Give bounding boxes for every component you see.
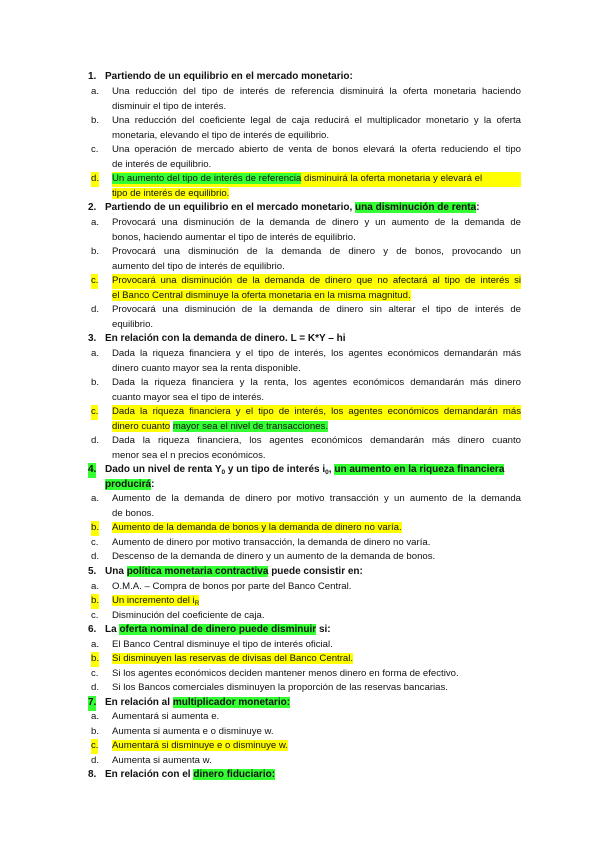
option-text-line (112, 595, 199, 606)
option-text-line: bonos, haciendo aumentar el tipo de interés de equilibrio. (112, 231, 356, 243)
option-text-line: Provocará una disminución de la demanda de dinero y un aumento de la demanda de (112, 217, 521, 228)
subscript: 0 (221, 469, 226, 476)
highlight-green: un aumento en la riqueza financiera (334, 464, 505, 475)
option-text-line: Una operación de mercado abierto de venta de bonos elevará la oferta reduciendo el tipo (112, 144, 521, 155)
option-letter: d. (91, 682, 100, 693)
option-letter: b. (91, 726, 100, 737)
question-text-main: Dado un nivel de renta Y (105, 464, 222, 475)
option-text-line (112, 172, 521, 187)
option-text-line: Dada la riqueza financiera y el tipo de interés, los agentes económicos demandarán más (112, 348, 521, 359)
question-text-main: Partiendo de un equilibrio en el mercado monetario, (105, 202, 353, 213)
option-text-line: cuanto mayor sea el tipo de interés. (112, 391, 264, 403)
option-text-line: Disminución del coeficiente de caja. (112, 610, 265, 621)
option-text-line: Aumentará si aumenta e. (112, 711, 220, 722)
question-number: 5. (88, 566, 97, 577)
option-text-line: dinero cuanto (112, 420, 171, 432)
option-text-line: Si los Bancos comerciales disminuyen la proporción de las reservas bancarias. (112, 682, 448, 693)
option-letter: a. (91, 217, 100, 228)
option-text-line: equilibrio. (112, 318, 154, 330)
option-letter: a. (91, 639, 100, 650)
question-text: Partiendo de un equilibrio en el mercado monetario: (105, 71, 353, 82)
option-text-line: menor sea el n precios económicos. (112, 449, 266, 461)
option-letter: b. (91, 521, 99, 536)
question-number: 3. (88, 333, 97, 344)
question-text-main: En relación con el (105, 769, 191, 780)
question-number: 2. (88, 202, 97, 213)
option-text-line: Aumento de la demanda de dinero por motivo transacción y un aumento de la demanda (112, 493, 521, 504)
option-letter: c. (91, 405, 98, 420)
option-text-line: Dada la riqueza financiera y el tipo de interés, los agentes económicos demandarán más (112, 405, 521, 420)
subscript: 0 (325, 469, 329, 476)
question-text-main: Una (105, 566, 124, 577)
option-text-line: Aumenta si aumenta e o disminuye w. (112, 726, 274, 737)
option-text-line: Dada la riqueza financiera, los agentes económicos demandarán más dinero cuanto (112, 435, 521, 446)
option-text-line: Provocará una disminución de la demanda de dinero sin alterar el tipo de interés de (112, 304, 521, 315)
highlight-green: mayor sea el nivel de transacciones. (172, 420, 328, 432)
option-letter: d. (91, 172, 99, 187)
option-text-line: dinero cuanto mayor sea la renta disponible. (112, 362, 301, 374)
option-text-line: el Banco Central disminuye la oferta monetaria en la misma magnitud. (112, 289, 411, 301)
question-text-end: : (151, 478, 155, 490)
option-letter: c. (91, 274, 98, 289)
option-text-line: Provocará una disminución de la demanda de dinero que no afectará al tipo de interés si (112, 274, 521, 289)
option-letter: b. (91, 594, 99, 609)
highlight-green: dinero fiduciario: (193, 769, 276, 780)
question-text-main: En relación al (105, 697, 171, 708)
option-letter: a. (91, 348, 100, 359)
option-text-line: Provocará una disminución de la demanda de dinero y de bonos, provocando un (112, 246, 521, 257)
option-letter: a. (91, 581, 100, 592)
option-letter: b. (91, 115, 100, 126)
option-letter: a. (91, 493, 100, 504)
highlight-green: política monetaria contractiva (126, 566, 269, 577)
question-text: En relación con la demanda de dinero. L = K*Y – hi (105, 333, 346, 344)
option-letter: a. (91, 86, 100, 97)
question-number: 4. (88, 463, 96, 478)
question-number: 1. (88, 71, 97, 82)
highlight-green: producirá (105, 478, 152, 490)
option-letter: c. (91, 144, 99, 155)
comma: , (328, 464, 335, 475)
option-letter: c. (91, 610, 99, 621)
option-letter: d. (91, 435, 100, 446)
option-text-main: Un incremento del i (112, 595, 195, 606)
option-text-line: Si disminuyen las reservas de divisas del Banco Central. (112, 653, 354, 664)
option-text-line: Aumenta si aumenta w. (112, 755, 212, 766)
question-text-mid: y un tipo de interés i (225, 464, 326, 475)
question-text (105, 463, 504, 478)
option-text-line: O.M.A. – Compra de bonos por parte del Banco Central. (112, 581, 352, 592)
option-text-line: aumento del tipo de interés de equilibrio. (112, 260, 285, 272)
question-text (105, 768, 275, 783)
highlight-green: oferta nominal de dinero puede disminuir (119, 624, 317, 635)
question-text (105, 201, 480, 216)
highlight-green: Un aumento del tipo de interés de referencia (112, 173, 302, 184)
highlight-green: una disminución de renta (355, 202, 477, 213)
question-number: 7. (88, 696, 96, 711)
question-text-line2 (105, 478, 154, 493)
option-letter: d. (91, 755, 100, 766)
option-letter: b. (91, 246, 100, 257)
question-number: 6. (88, 624, 97, 635)
option-text-rest: disminuirá la oferta monetaria y elevará el (304, 173, 483, 184)
option-text-line: Una reducción del tipo de interés de referencia disminuirá la oferta monetaria haciendo (112, 86, 521, 97)
option-letter: c. (91, 739, 98, 754)
option-text-line: tipo de interés de equilibrio. (112, 187, 230, 199)
option-text-line: de bonos. (112, 507, 155, 519)
question-text (105, 623, 331, 638)
question-number: 8. (88, 769, 97, 780)
question-text-main: La (105, 624, 117, 635)
option-letter: c. (91, 537, 99, 548)
option-text-line: de interés de equilibrio. (112, 158, 212, 170)
option-text-line: Si los agentes económicos deciden mantener menos dinero en forma de efectivo. (112, 668, 459, 679)
highlight-green: multiplicador monetario: (172, 697, 291, 708)
subscript: R (194, 600, 200, 607)
option-letter: a. (91, 711, 100, 722)
option-text-line: Descenso de la demanda de dinero y un aumento de la demanda de bonos. (112, 551, 436, 562)
option-text-line: Una reducción del coeficiente legal de caja reducirá el multiplicador monetario y la oferta (112, 115, 521, 126)
option-letter: b. (91, 652, 99, 667)
question-text (105, 565, 363, 580)
option-letter: d. (91, 551, 100, 562)
option-text-line: monetaria, elevando el tipo de interés de equilibrio. (112, 129, 330, 141)
option-text-line: Aumento de dinero por motivo transacción, la demanda de dinero no varía. (112, 537, 431, 548)
option-text-line: El Banco Central disminuye el tipo de interés oficial. (112, 639, 333, 650)
question-text-end: si: (318, 624, 331, 635)
option-letter: d. (91, 304, 100, 315)
option-letter: b. (91, 377, 100, 388)
option-letter: c. (91, 668, 99, 679)
question-text-end: : (476, 202, 480, 213)
question-text-end: puede consistir en: (271, 566, 363, 577)
option-text-line: Dada la riqueza financiera y la renta, los agentes económicos demandarán más dinero (112, 377, 521, 388)
option-text-line: Aumentará si disminuye e o disminuye w. (112, 740, 288, 751)
option-text-line: disminuir el tipo de interés. (112, 100, 227, 112)
option-text-line: Aumento de la demanda de bonos y la demanda de dinero no varía. (112, 522, 402, 533)
question-text (105, 696, 290, 711)
